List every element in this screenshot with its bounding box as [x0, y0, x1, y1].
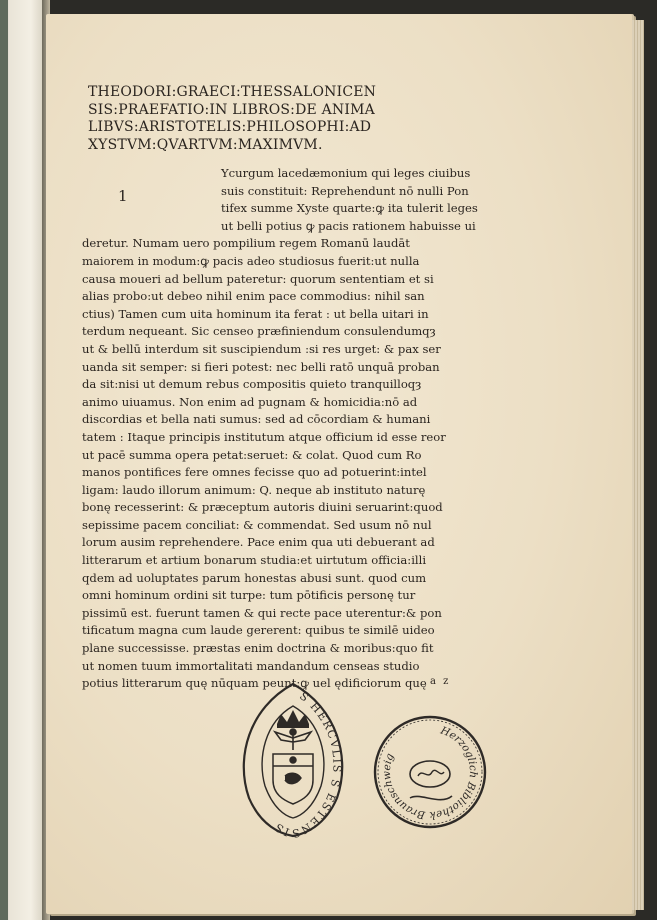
heading-line: THEODORI:GRAECI:THESSALONICEN — [88, 84, 377, 100]
text-line: deretur. Numam uero pompilium regem Romanū laudāt — [82, 236, 410, 251]
text-line: bonę recesserint: & præceptum autoris diuini seruarint:quod — [82, 500, 443, 515]
marginal-number: 1 — [118, 187, 128, 205]
text-line: omni hominum ordini sit turpe: tum pōtificis personę tur — [82, 588, 416, 603]
page-heading — [88, 84, 498, 154]
text-line: plane successisse. præstas enim doctrina & moribus:quo fit — [82, 641, 434, 656]
library-stamp — [372, 714, 488, 830]
text-line: suis constituit: Reprehendunt nō nulli Pon — [221, 183, 469, 198]
text-line: potius litterarum quę nūquam peunt:ꝙ uel ędificiorum quę — [82, 676, 427, 691]
text-line: tificatum magna cum laude gererent: quibus te similē uideo — [82, 623, 435, 638]
text-line: qdem ad uoluptates parum honestas abusi sunt. quod cum — [82, 570, 427, 585]
seal-lettering: S HERCVLIS S ESTENSIS — [271, 689, 344, 838]
stamp-lettering: Herzoglich Bibliothek Braunschweig — [380, 724, 480, 822]
text-line: alias probo:ut debeo nihil enim pace commodius: nihil san — [82, 289, 425, 304]
text-line: tifex summe Xyste quarte:ꝙ ita tulerit leges — [221, 201, 478, 216]
text-line: maiorem in modum:ꝙ pacis adeo studiosus fuerit:ut nulla — [82, 253, 420, 268]
text-line: litterarum et artium bonarum studia:et uirtutum officia:illi — [82, 553, 427, 568]
heading-line: SIS:PRAEFATIO:IN LIBROS:DE ANIMA — [88, 101, 375, 118]
monogram-icon — [418, 770, 444, 776]
body-text — [82, 165, 478, 693]
text-line: Ycurgum lacedæmonium qui leges ciuibus — [221, 166, 471, 180]
text-line: manos pontifices fere omnes fecisse quo ad potuerint:intel — [82, 465, 427, 480]
seal-stamp — [233, 680, 353, 838]
text-line: sepissime pacem conciliat: & commendat. Sed usum nō nul — [82, 517, 432, 532]
text-line: terdum nequeant. Sic censeo præfiniendum consulendumqȝ — [82, 324, 436, 339]
heading-line: LIBVS:ARISTOTELIS:PHILOSOPHI:AD — [88, 119, 372, 135]
text-line: ctius) Tamen cum uita hominum ita ferat : ut bella uitari in — [82, 306, 429, 321]
signature-mark: a z — [430, 676, 451, 687]
text-line: ut pacē summa opera petat:seruet: & colat. Quod cum Ro — [82, 447, 422, 462]
heading-line: XYSTVM:QVARTVM:MAXIMVM. — [88, 136, 323, 153]
coat-of-arms-icon — [273, 754, 313, 804]
text-line: lorum ausim reprehendere. Pace enim qua uti debuerant ad — [82, 535, 435, 550]
text-line: discordias et bella nati sumus: sed ad cōcordiam & humani — [82, 412, 431, 427]
book-cover-edge — [0, 0, 8, 920]
text-line: da sit:nisi ut demum rebus compositis quieto tranquilloqȝ — [82, 377, 422, 392]
text-line: ut & bellū interdum sit suscipiendum :si res urget: & pax ser — [82, 341, 441, 356]
text-line: causa moueri ad bellum pateretur: quorum sententiam et si — [82, 271, 434, 286]
text-line: tatem : Itaque principis institutum atque officium id esse reor — [82, 429, 446, 444]
eagle-icon — [275, 729, 311, 750]
stamp-dotted-ring — [378, 720, 482, 824]
text-line: ut belli potius ꝙ pacis rationem habuisse ui — [221, 218, 476, 233]
stamp-flourish — [410, 796, 452, 800]
text-line: ligam: laudo illorum animum: Q. neque ab instituto naturę — [82, 482, 426, 497]
text-line: animo uiuamus. Non enim ad pugnam & homicidia:nō ad — [82, 394, 418, 409]
text-line: ut nomen tuum immortalitati mandandum censeas studio — [82, 658, 420, 673]
page-edges — [632, 20, 644, 910]
crown-icon — [277, 710, 309, 728]
text-line: uanda sit semper: si fieri potest: nec belli ratō unquā proban — [82, 359, 440, 374]
text-line: pissimū est. fuerunt tamen & qui recte pace uterentur:& pon — [82, 605, 442, 620]
